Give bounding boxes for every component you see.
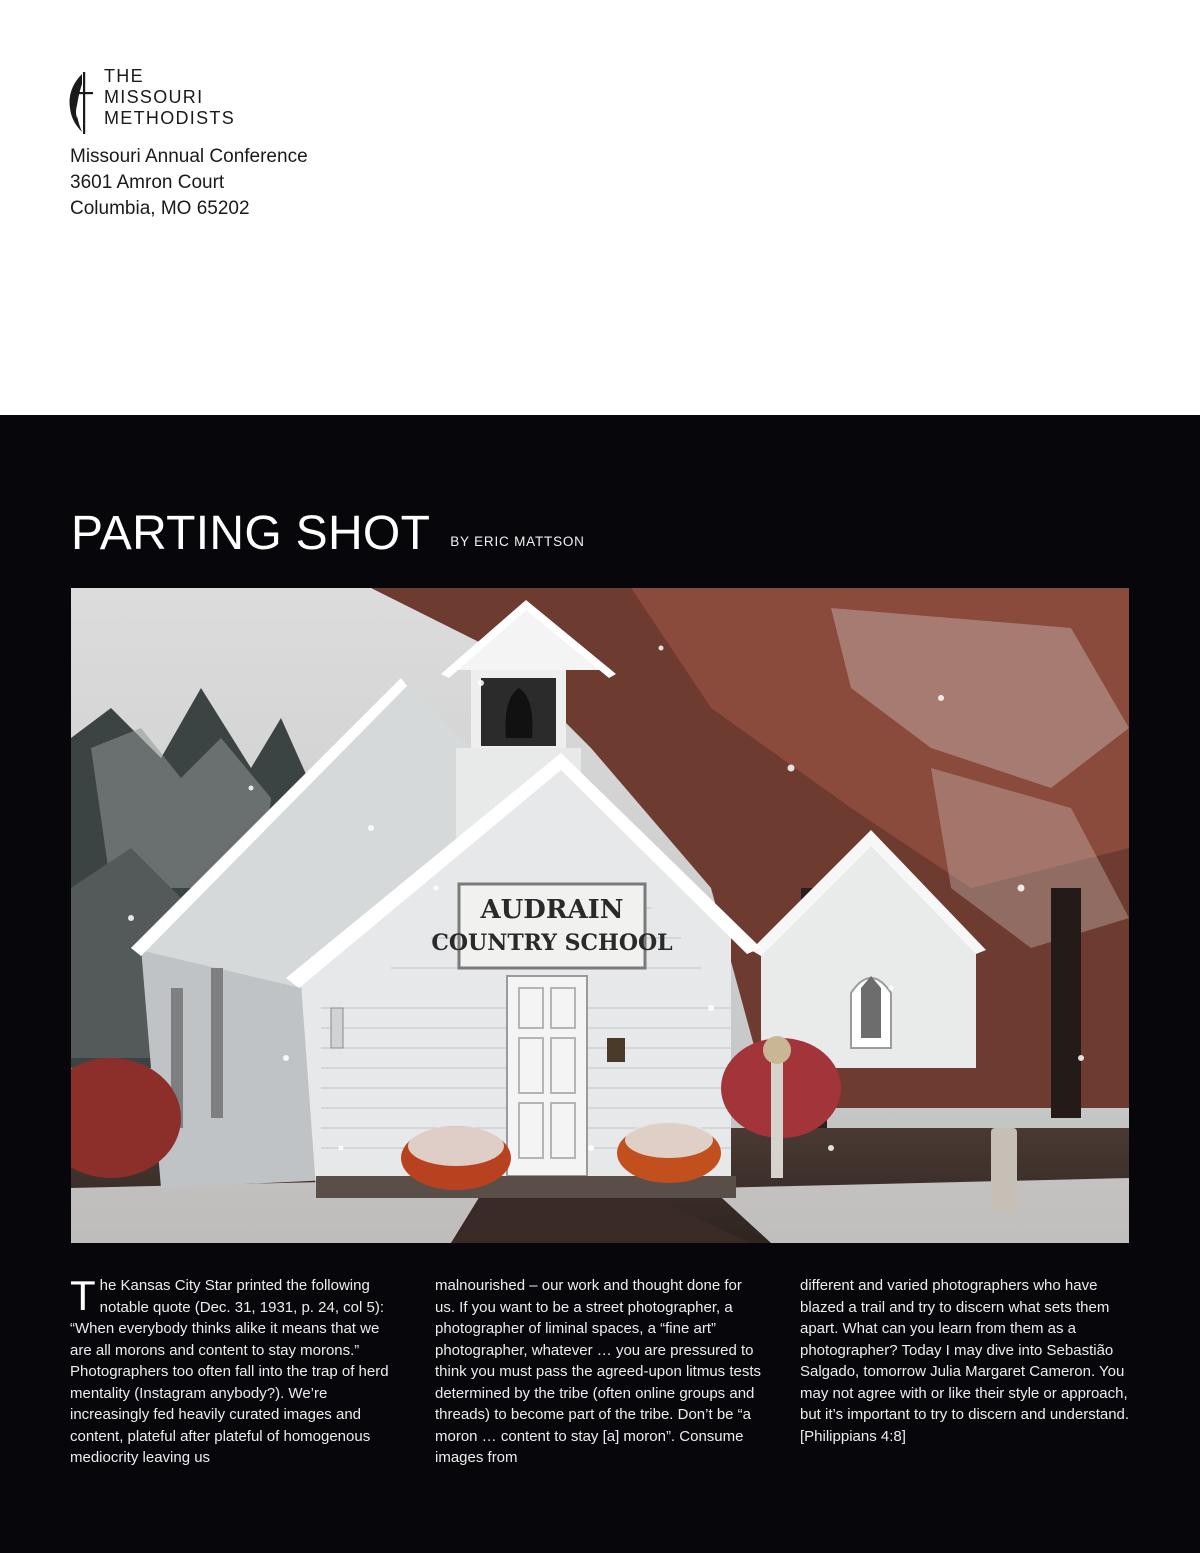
article-heading: [71, 507, 585, 561]
address-line-2: 3601 Amron Court: [70, 172, 225, 193]
parting-shot-section: [0, 415, 1200, 1553]
sign-line-2: COUNTRY SCHOOL: [431, 930, 673, 956]
address-line-1: Missouri Annual Conference: [70, 146, 308, 167]
article-column-1: [70, 1272, 400, 1469]
schoolhouse-illustration: [71, 588, 1129, 1243]
methodist-logo: [68, 66, 235, 136]
column-1-text: he Kansas City Star printed the following notable quote (Dec. 31, 1931, p. 24, col 5): “When everybody thinks alike it means that we are all morons and content to stay morons.” Photographers too often fall into the trap of herd mentality (Instagram anybody?). We’re increasingly fed heavily curated images and content, plateful after plateful of homogenous mediocrity leaving us: [70, 1277, 389, 1466]
article-column-3: different and varied photographers who have blazed a trail and try to discern what sets them apart. What can you learn from them as a photographer? Today I may dive into Sebastião Salgado, tomorrow Julia Margaret Cameron. You may not agree with or like their style or approach, but it’s important to try to discern and understand. [Philippians 4:8]: [800, 1277, 1130, 1445]
article-byline: BY ERIC MATTSON: [450, 534, 585, 549]
address-line-3: Columbia, MO 65202: [70, 198, 250, 219]
article-title: PARTING SHOT: [71, 507, 431, 560]
return-address: [70, 144, 308, 222]
sign-line-1: AUDRAIN: [480, 895, 624, 925]
logo-wordmark: [104, 66, 235, 129]
logo-line-the: THE: [104, 66, 144, 86]
logo-line-missouri: MISSOURI: [104, 87, 204, 107]
schoolhouse-photo: [71, 588, 1129, 1243]
cross-and-flame-icon: [68, 70, 96, 136]
article-column-2: malnourished – our work and thought done for us. If you want to be a street photographer, a photographer of liminal spaces, a “fine art” photographer, whatever … you are pressured to think you must pass the agreed-upon litmus tests determined by the tribe (often online groups and threads) to become part of the tribe. Don’t be “a moron … content to stay [a] moron”. Consume images from: [435, 1277, 762, 1466]
logo-line-methodists: METHODISTS: [104, 108, 236, 128]
drop-cap: T: [70, 1272, 96, 1319]
article-body: [70, 1272, 1130, 1469]
